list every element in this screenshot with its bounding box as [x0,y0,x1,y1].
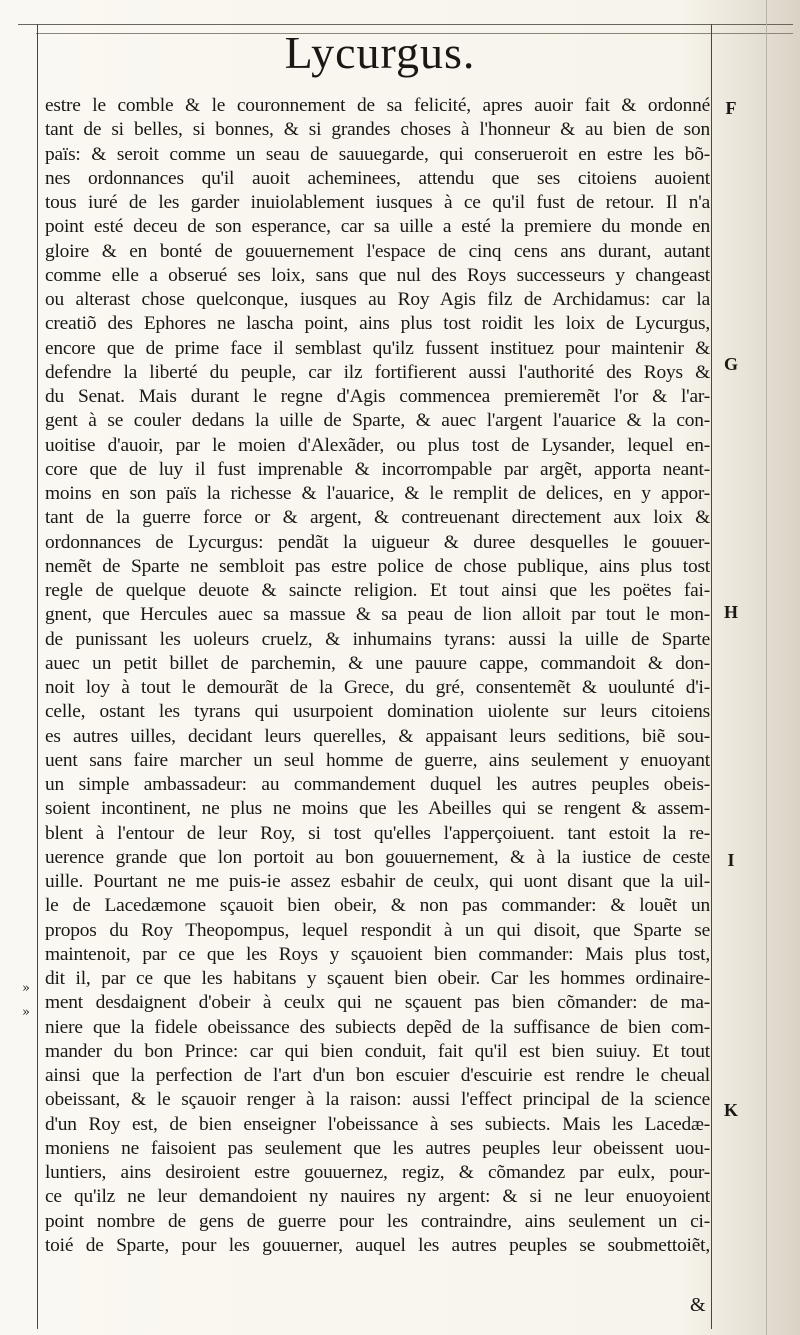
text-line: estre le comble & le couronnement de sa felicité, apres auoir fait & ordonné [45,95,710,116]
text-line: regle de quelque deuote & saincte religion. Et tout ainsi que les poëtes fai- [45,580,710,601]
text-line: es autres uilles, decidant leurs querelles, & appaisant leurs seditions, biẽ sou- [45,725,710,747]
quote-mark: » [22,1005,30,1020]
text-line: comme elle a obserué ses loix, sans que nul des Roys successeurs y changeast [45,264,710,286]
text-line: defendre la liberté du peuple, car ilz fortifierent aussi l'authorité des Roys & [45,361,710,383]
text-line: point esté deceu de son esperance, car sa uille a esté la premiere du monde en [45,216,710,238]
text-line: tous iuré de les garder inuiolablement iusques à ce qu'il fust de retour. Il n'a [45,192,710,213]
margin-letter-k: K [723,1100,738,1120]
text-line: ment desdaignent d'obeir à ceulx qui ne sçauent pas bien cõmander: de ma- [45,992,710,1014]
running-title: Lycurgus. [284,27,476,78]
page-edge-line [766,0,767,1335]
text-line: nes ordonnances qu'il auoit acheminees, attendu que ses citoiens auoient [45,167,710,189]
text-line: uoitise d'auoir, par le moien d'Alexãder, ou plus tost de Lysander, lequel en- [45,434,710,456]
right-margin-rule [711,24,712,1329]
text-line: point nombre de gens de guerre pour les contraindre, ains seulement un ci- [45,1210,710,1232]
text-line: propos du Roy Theopompus, lequel respondit à un qui disoit, que Sparte se [45,919,710,941]
text-line: gloire & en bonté de gouuernement l'espace de cinq cens ans durant, autant [45,240,710,262]
text-line: maintenoit, par ce que les Roys y sçauoient bien commander: Mais plus tost, [45,943,710,965]
text-line: creatiõ des Ephores ne lascha point, ains plus tost roidit les loix de Lycurgus, [45,313,710,335]
margin-letter-i: I [727,850,735,870]
text-line: luntiers, ains desiroient estre gouuernez, regiz, & cõmandez par eulx, pour- [45,1162,710,1183]
text-line: auec un petit billet de parchemin, & une pauure cappe, commandoit & don- [45,652,710,674]
text-line: ou alterast chose quelconque, iusques au Roy Agis filz de Archidamus: car la [45,289,710,310]
text-line: mander du bon Prince: car qui bien conduit, fait qu'il est bien suiuy. Et tout [45,1040,710,1062]
left-margin-rule [37,24,38,1329]
margin-letter-f: F [725,98,737,118]
text-line: dit il, par ce que les habitans y sçauent bien obeir. Car les hommes ordinaire- [45,968,710,989]
text-line: le de Lacedæmone sçauoit bien obeir, & non pas commander: & louẽt un [45,895,710,917]
text-line: moniens ne faisoient pas seulement que les autres peuples leur obeissent uou- [45,1137,710,1159]
margin-letter-h: H [723,602,738,622]
text-line: uerence grande que lon portoit au bon gouuernement, & à la iustice de ceste [45,846,710,868]
text-line: gnent, que Hercules auec sa massue & sa peau de lion alloit par tout le mon- [45,604,710,626]
quote-mark: » [22,981,30,996]
text-line: niere que la fidele obeissance des subiects depẽd de la suffisance de bien com- [45,1016,710,1038]
body-text [45,94,710,1258]
text-line: païs: & seroit comme un seau de sauuegarde, qui conserueroit en estre les bõ- [45,143,710,165]
text-line: toié de Sparte, pour les gouuerner, auquel les autres peuples se soubmettoiẽt, [45,1234,710,1256]
text-line: d'un Roy est, de bien enseigner l'obeissance à ses subiects. Mais les Lacedæ- [45,1113,710,1135]
text-line: tant de si belles, si bonnes, & si grandes choses à l'honneur & au bien de son [45,119,710,141]
text-line: uille. Pourtant ne me puis-ie assez esbahir de ceulx, qui uont disant que la uil- [45,871,710,892]
text-line: gent à se couler dedans la uille de Sparte, & auec l'argent l'auarice & la con- [45,410,710,432]
margin-letter-g: G [723,354,738,374]
text-line: core que de luy il fust imprenable & incorrompable par argẽt, apporta neant- [45,458,710,480]
text-line: un simple ambassadeur: au commandement duquel les autres peuples obeis- [45,774,710,795]
text-line: tant de la guerre force or & argent, & contreuenant directement aux loix & [45,507,710,529]
text-line: nemẽt de Sparte ne sembloit pas estre police de chose publique, ains plus tost [45,555,710,577]
text-line: blent à l'entour de leur Roy, si tost qu'elles l'apperçoiuent. tant estoit la re- [45,822,710,844]
text-line: soient incontinent, ne plus ne moins que les Abeilles qui se rengent & assem- [45,798,710,820]
text-line: obeissant, & le sçauoir renger à la raison: aussi l'effect principal de la science [45,1089,710,1111]
text-line: ce qu'ilz ne leur demandoient ny nauires ny argent: & si ne leur enuoyoient [45,1186,710,1208]
text-line: encore que de prime face il semblast qu'ilz fussent instituez pour maintenir & [45,337,710,359]
text-line: ainsi que la perfection de l'art d'un bon escuier d'escuirie est rendre le cheual [45,1065,710,1086]
text-line: noit loy à tout le demourãt de la Grece, du gré, consentemẽt & uoulunté d'i- [45,677,710,698]
text-line: celle, ostant les tyrans qui usurpoient domination uiolente sur leurs citoiens [45,701,710,723]
text-line: de punissant les uoleurs cruelz, & inhumains tyrans: aussi la uille de Sparte [45,628,710,650]
top-rule [18,24,793,25]
text-line: moins en son païs la richesse & l'auarice, & le remplit de delices, en y appor- [45,483,710,504]
text-line: uent sans faire marcher un seul homme de guerre, ains seulement y enuoyant [45,749,710,771]
text-line: du Senat. Mais durant le regne d'Agis commencea premieremẽt l'or & l'ar- [45,386,710,407]
catchword: & [690,1294,706,1316]
text-line: ordonnances de Lycurgus: pendãt la uigueur & duree desquelles le gouuer- [45,531,710,553]
